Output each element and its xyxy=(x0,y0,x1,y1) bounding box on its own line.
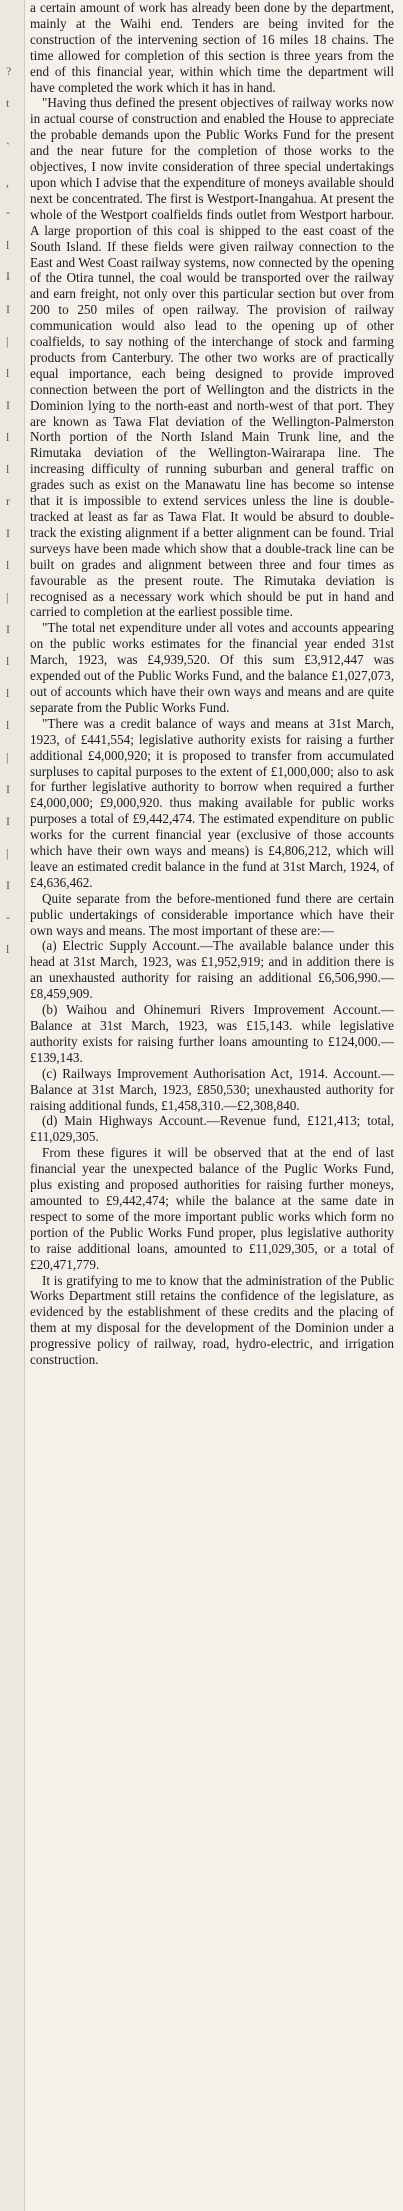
article-paragraph: "The total net expenditure under all votes and accounts appearing on the public works estimates for the financial year ended 31st March, 1923, was £4,939,520. Of this sum £3,912,447 was expended out of the Public Works Fund, and the balance £1,027,073, out of accounts which have their own ways and means and are quite separate from the Public Works Fund. xyxy=(30,620,394,715)
gutter-mark: I xyxy=(6,622,10,636)
gutter-mark: ? xyxy=(6,64,12,78)
adjacent-column-gutter xyxy=(0,0,25,2211)
article-paragraph: It is gratifying to me to know that the administration of the Public Works Department still retains the confidence of the legislature, as evidenced by the establishment of these credits and the placing of them at my disposal for the development of the Dominion under a progressive policy of railway, road, hydro-electric, and irrigation construction. xyxy=(30,1272,394,1368)
gutter-mark: l xyxy=(6,718,10,732)
gutter-mark: | xyxy=(6,334,9,348)
gutter-mark: I xyxy=(6,782,10,796)
gutter-mark: I xyxy=(6,398,10,412)
gutter-mark: | xyxy=(6,750,9,764)
gutter-mark: l xyxy=(6,654,10,668)
gutter-mark: | xyxy=(6,846,9,860)
gutter-mark: ` xyxy=(6,140,10,154)
account-item-railways-improvement: (c) Railways Improvement Authorisation Act, 1914. Account.—Balance at 31st March, 1923, £850,530; unexhausted authority for raising additional funds, £1,458,310.—£2,308,840. xyxy=(30,1065,394,1113)
gutter-mark: l xyxy=(6,686,10,700)
article-paragraph: From these figures it will be observed that at the end of last financial year the unexpected balance of the Puglic Works Fund, plus existing and proposed authorities for raising further moneys, amounted to £9,442,474; while the balance at the same date in respect to some of the more important public works which form no portion of the Public Works Fund proper, plus legislative authority to raise additional loans, amounted to £11,029,305, or a total of £20,471,779. xyxy=(30,1145,394,1272)
article-paragraph: a certain amount of work has already been done by the department, mainly at the Waihi end. Tenders are being invited for the construction of the intervening section of 16 miles 18 chains. The time allowed for completion of this section is three years from the end of this financial year, within which time the department will have completed the work which it has in hand. xyxy=(30,0,394,95)
article-paragraph: "There was a credit balance of ways and means at 31st March, 1923, of £441,554; legislative authority exists for raising a further additional £4,000,920; it is proposed to transfer from accumulated surpluses to capital purposes to the extent of £1,000,000; also to ask for further legislative authority to borrow when required a further £4,000,000; £9,000,920. thus making available for public works purposes a total of £9,442,474. The estimated expenditure on public works for the current financial year (exclusive of those accounts which have their own ways and means) is £4,806,212, which will leave an estimated credit balance in the fund at 31st March, 1924, of £4,636,462. xyxy=(30,715,394,890)
gutter-mark: l xyxy=(6,238,10,252)
gutter-mark: l xyxy=(6,366,10,380)
account-item-electric-supply: (a) Electric Supply Account.—The available balance under this head at 31st March, 1923, was £1,952,919; and in addition there is an unexhausted authority for raising an additional £6,506,990.—£8,459,909. xyxy=(30,938,394,1002)
gutter-mark: - xyxy=(6,205,10,219)
gutter-mark: I xyxy=(6,269,10,283)
gutter-mark: t xyxy=(6,96,10,110)
gutter-mark: I xyxy=(6,526,10,540)
gutter-mark: l xyxy=(6,430,10,444)
article-paragraph: Quite separate from the before-mentioned fund there are certain public undertakings of considerable importance which have their own ways and means. The most important of these are:— xyxy=(30,890,394,938)
gutter-mark: I xyxy=(6,302,10,316)
gutter-mark: I xyxy=(6,878,10,892)
account-item-waihou-ohinemuri: (b) Waihou and Ohinemuri Rivers Improvement Account.—Balance at 31st March, 1923, was £15,143. while legislative authority exists for raising further loans amounting to £124,000.—£139,143. xyxy=(30,1002,394,1065)
gutter-mark: , xyxy=(6,175,9,189)
article-paragraph: "Having thus defined the present objectives of railway works now in actual course of construction and enabled the House to appreciate the probable demands upon the Public Works Fund for the present and the near future for the completion of those works to the objectives, I now invite consideration of three special undertakings upon which I advise that the expenditure of moneys available should next be concentrated. The first is Westport-Inangahua. At present the whole of the Westport coalfields finds outlet from Westport harbour. A large proportion of this coal is shipped to the east coast of the South Island. If these fields were given railway connection to the East and West Coast railway systems, now connected by the opening of the Otira tunnel, the coal would be transported over the railway and earn freight, not only over this particular section but over from 200 to 250 miles of open railway. The provision of railway communication would also lead to the opening up of other coalfields, to say nothing of the interchange of stock and farming products from Canterbury. The other two works are of practically equal importance, each being designed to provide improved connection between the port of Wellington and the districts in the Dominion lying to the north-east and north-west of that port. They are known as Tawa Flat deviation of the Wellington-Palmerston North portion of the North Island Main Trunk line, and the Rimutaka deviation of the Wellington-Wairarapa line. The increasing difficulty of running suburban and general traffic on grades such as exist on the Manawatu line has become so intense that it is impossible to extend services unless the line is double-tracked at least as far as Tawa Flat. It would be absurd to double-track the existing alignment if a better alignment can be found. Trial surveys have been made which show that a double-track line can be built on grades and alignment between three and four times as favourable as the present route. The Rimutaka deviation is recognised as a necessary work which should be put in hand and carried to completion at the earliest possible time. xyxy=(30,95,394,620)
gutter-mark: - xyxy=(6,910,10,924)
gutter-mark: I xyxy=(6,814,10,828)
gutter-mark: | xyxy=(6,590,9,604)
account-item-main-highways: (d) Main Highways Account.—Revenue fund, £121,413; total, £11,029,305. xyxy=(30,1113,394,1145)
article-column xyxy=(30,0,394,2211)
gutter-mark: r xyxy=(6,494,10,508)
gutter-mark: l xyxy=(6,942,10,956)
gutter-mark: l xyxy=(6,558,10,572)
gutter-mark: l xyxy=(6,462,10,476)
